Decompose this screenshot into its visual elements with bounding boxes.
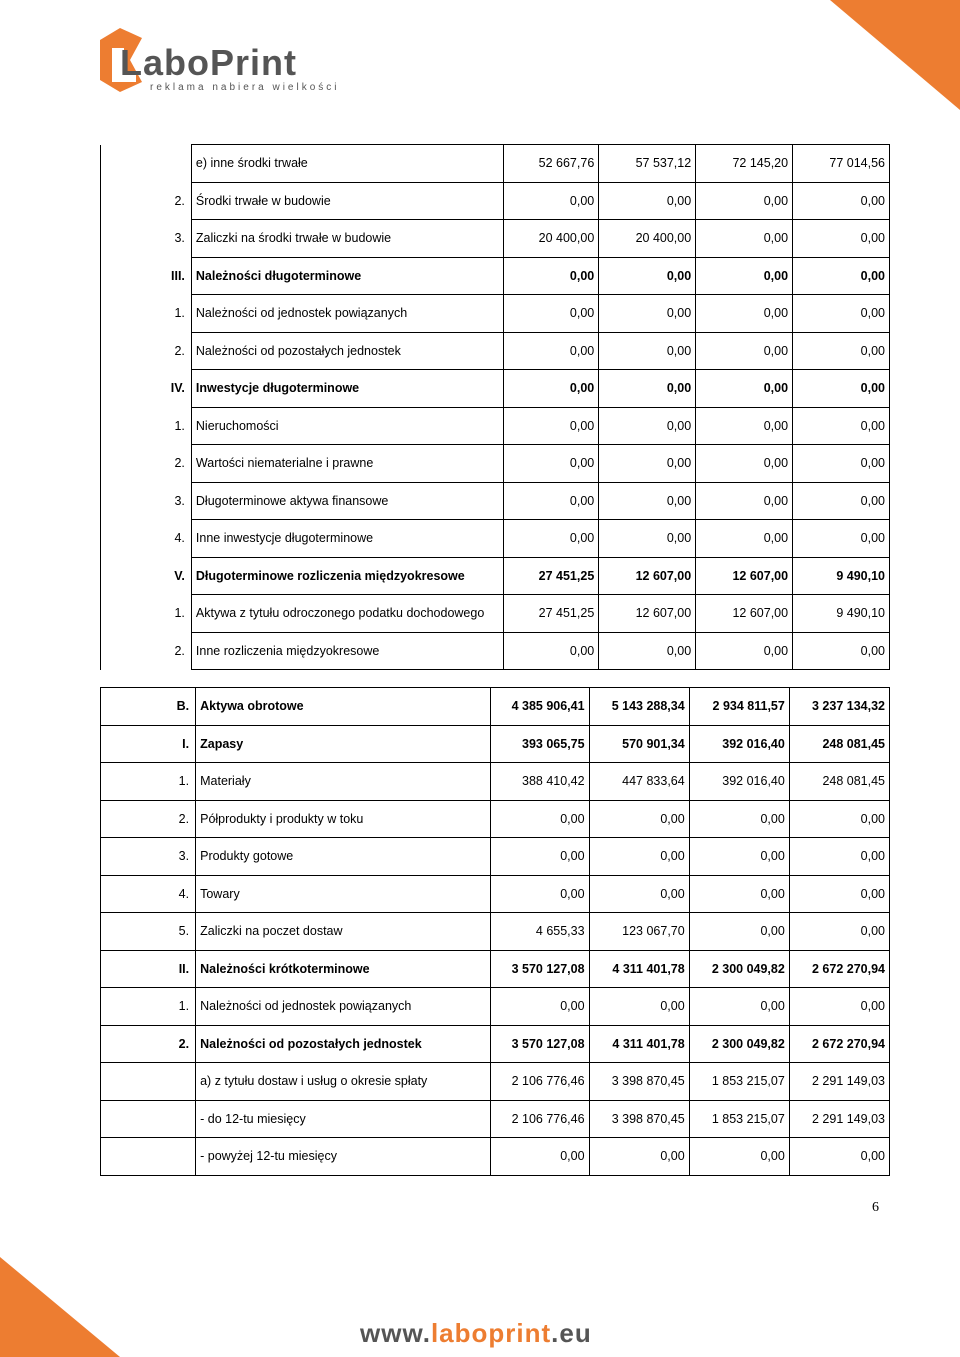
- table-row: [101, 1063, 890, 1101]
- row-description: Inne inwestycje długoterminowe: [191, 520, 503, 558]
- value-col-2: 20 400,00: [599, 220, 696, 258]
- table-row: [101, 1138, 890, 1176]
- row-description: Należności od pozostałych jednostek: [196, 1025, 491, 1063]
- value-col-1: 0,00: [504, 482, 599, 520]
- value-col-4: 2 291 149,03: [789, 1100, 889, 1138]
- value-col-1: 20 400,00: [504, 220, 599, 258]
- row-description: Należności krótkoterminowe: [196, 950, 491, 988]
- value-col-3: 0,00: [689, 800, 789, 838]
- value-col-3: 2 300 049,82: [689, 1025, 789, 1063]
- value-col-2: 0,00: [589, 875, 689, 913]
- table-row: [101, 407, 890, 445]
- value-col-1: 0,00: [504, 520, 599, 558]
- row-label: 4.: [101, 875, 196, 913]
- value-col-4: 0,00: [793, 257, 890, 295]
- page-number: 6: [872, 1200, 879, 1215]
- value-col-1: 0,00: [504, 182, 599, 220]
- row-label: 2.: [101, 182, 192, 220]
- table-row: [101, 220, 890, 258]
- value-col-3: 1 853 215,07: [689, 1063, 789, 1101]
- value-col-1: 52 667,76: [504, 145, 599, 183]
- value-col-2: 4 311 401,78: [589, 950, 689, 988]
- table-row: [101, 950, 890, 988]
- table-row: [101, 688, 890, 726]
- table-row: [101, 332, 890, 370]
- value-col-3: 0,00: [696, 182, 793, 220]
- value-col-1: 388 410,42: [491, 763, 589, 801]
- row-label: 3.: [101, 838, 196, 876]
- table-row: [101, 520, 890, 558]
- value-col-3: 0,00: [696, 332, 793, 370]
- value-col-4: 9 490,10: [793, 557, 890, 595]
- row-label: 2.: [101, 332, 192, 370]
- row-description: - powyżej 12-tu miesięcy: [196, 1138, 491, 1176]
- value-col-4: 2 291 149,03: [789, 1063, 889, 1101]
- value-col-4: 0,00: [793, 295, 890, 333]
- value-col-1: 27 451,25: [504, 557, 599, 595]
- value-col-1: 0,00: [491, 800, 589, 838]
- value-col-2: 0,00: [599, 482, 696, 520]
- row-label: [101, 1100, 196, 1138]
- row-description: Środki trwałe w budowie: [191, 182, 503, 220]
- value-col-3: 72 145,20: [696, 145, 793, 183]
- row-label: II.: [101, 950, 196, 988]
- row-label: 1.: [101, 763, 196, 801]
- row-description: Długoterminowe rozliczenia międzyokresowe: [191, 557, 503, 595]
- value-col-4: 0,00: [793, 520, 890, 558]
- value-col-3: 0,00: [696, 632, 793, 670]
- value-col-4: 0,00: [789, 838, 889, 876]
- value-col-2: 3 398 870,45: [589, 1100, 689, 1138]
- value-col-3: 0,00: [696, 520, 793, 558]
- value-col-2: 570 901,34: [589, 725, 689, 763]
- table-row: [101, 988, 890, 1026]
- table-row: [101, 257, 890, 295]
- value-col-4: 248 081,45: [789, 763, 889, 801]
- value-col-3: 0,00: [689, 1138, 789, 1176]
- table-row: [101, 595, 890, 633]
- table-row: [101, 295, 890, 333]
- row-description: Inne rozliczenia międzyokresowe: [191, 632, 503, 670]
- table-row: [101, 557, 890, 595]
- value-col-1: 27 451,25: [504, 595, 599, 633]
- table-row: [101, 1025, 890, 1063]
- row-label: 3.: [101, 220, 192, 258]
- value-col-4: 0,00: [789, 988, 889, 1026]
- value-col-3: 0,00: [696, 370, 793, 408]
- value-col-3: 2 300 049,82: [689, 950, 789, 988]
- value-col-3: 0,00: [696, 407, 793, 445]
- value-col-1: 0,00: [491, 875, 589, 913]
- value-col-1: 0,00: [504, 632, 599, 670]
- value-col-3: 0,00: [689, 838, 789, 876]
- value-col-2: 123 067,70: [589, 913, 689, 951]
- value-col-4: 0,00: [793, 370, 890, 408]
- table-row: [101, 763, 890, 801]
- row-description: a) z tytułu dostaw i usług o okresie spłaty: [196, 1063, 491, 1101]
- value-col-1: 0,00: [504, 445, 599, 483]
- value-col-3: 0,00: [696, 220, 793, 258]
- value-col-3: 392 016,40: [689, 725, 789, 763]
- value-col-4: 9 490,10: [793, 595, 890, 633]
- row-description: Nieruchomości: [191, 407, 503, 445]
- value-col-2: 0,00: [589, 1138, 689, 1176]
- value-col-3: 392 016,40: [689, 763, 789, 801]
- value-col-1: 0,00: [491, 988, 589, 1026]
- row-description: Zaliczki na poczet dostaw: [196, 913, 491, 951]
- row-label: I.: [101, 725, 196, 763]
- value-col-4: 0,00: [793, 220, 890, 258]
- row-description: Zapasy: [196, 725, 491, 763]
- row-description: Długoterminowe aktywa finansowe: [191, 482, 503, 520]
- fixed-assets-table: [100, 144, 890, 670]
- row-label: 1.: [101, 595, 192, 633]
- value-col-2: 12 607,00: [599, 557, 696, 595]
- logo-tagline: reklama nabiera wielkości: [150, 82, 340, 93]
- row-description: Należności od jednostek powiązanych: [196, 988, 491, 1026]
- table-row: [101, 875, 890, 913]
- value-col-4: 3 237 134,32: [789, 688, 889, 726]
- value-col-1: 0,00: [491, 1138, 589, 1176]
- value-col-2: 4 311 401,78: [589, 1025, 689, 1063]
- value-col-2: 5 143 288,34: [589, 688, 689, 726]
- row-label: V.: [101, 557, 192, 595]
- value-col-1: 4 655,33: [491, 913, 589, 951]
- value-col-3: 0,00: [696, 445, 793, 483]
- row-label: [101, 145, 192, 183]
- logo-text: LaboPrint: [120, 42, 297, 83]
- value-col-1: 0,00: [504, 370, 599, 408]
- value-col-2: 0,00: [589, 838, 689, 876]
- value-col-2: 0,00: [599, 182, 696, 220]
- current-assets-table: [100, 687, 890, 1176]
- site-prefix: www.: [360, 1318, 431, 1348]
- row-description: e) inne środki trwałe: [191, 145, 503, 183]
- value-col-3: 0,00: [689, 875, 789, 913]
- table-row: [101, 370, 890, 408]
- row-description: - do 12-tu miesięcy: [196, 1100, 491, 1138]
- value-col-3: 0,00: [689, 988, 789, 1026]
- row-label: III.: [101, 257, 192, 295]
- value-col-1: 3 570 127,08: [491, 950, 589, 988]
- value-col-3: 2 934 811,57: [689, 688, 789, 726]
- table-row: [101, 800, 890, 838]
- row-description: Półprodukty i produkty w toku: [196, 800, 491, 838]
- value-col-2: 0,00: [589, 988, 689, 1026]
- value-col-3: 0,00: [696, 257, 793, 295]
- row-description: Należności długoterminowe: [191, 257, 503, 295]
- row-label: [101, 1063, 196, 1101]
- row-label: 2.: [101, 445, 192, 483]
- row-label: 2.: [101, 632, 192, 670]
- value-col-2: 0,00: [599, 407, 696, 445]
- row-description: Należności od pozostałych jednostek: [191, 332, 503, 370]
- value-col-1: 3 570 127,08: [491, 1025, 589, 1063]
- row-label: 3.: [101, 482, 192, 520]
- value-col-4: 0,00: [793, 332, 890, 370]
- row-description: Produkty gotowe: [196, 838, 491, 876]
- row-description: Towary: [196, 875, 491, 913]
- value-col-2: 0,00: [599, 370, 696, 408]
- value-col-1: 2 106 776,46: [491, 1063, 589, 1101]
- value-col-4: 0,00: [789, 1138, 889, 1176]
- value-col-2: 57 537,12: [599, 145, 696, 183]
- row-description: Materiały: [196, 763, 491, 801]
- value-col-2: 12 607,00: [599, 595, 696, 633]
- value-col-4: 2 672 270,94: [789, 950, 889, 988]
- value-col-4: 0,00: [789, 913, 889, 951]
- value-col-4: 0,00: [793, 632, 890, 670]
- value-col-2: 0,00: [599, 445, 696, 483]
- row-label: 2.: [101, 1025, 196, 1063]
- table-row: [101, 445, 890, 483]
- value-col-3: 0,00: [696, 295, 793, 333]
- value-col-2: 0,00: [599, 257, 696, 295]
- value-col-1: 4 385 906,41: [491, 688, 589, 726]
- value-col-2: 0,00: [599, 632, 696, 670]
- value-col-2: 0,00: [599, 520, 696, 558]
- value-col-4: 0,00: [793, 182, 890, 220]
- value-col-2: 447 833,64: [589, 763, 689, 801]
- value-col-1: 0,00: [504, 257, 599, 295]
- website-url: [360, 1318, 592, 1349]
- table-row: [101, 725, 890, 763]
- value-col-1: 393 065,75: [491, 725, 589, 763]
- value-col-4: 2 672 270,94: [789, 1025, 889, 1063]
- value-col-2: 0,00: [599, 295, 696, 333]
- table-row: [101, 838, 890, 876]
- row-label: IV.: [101, 370, 192, 408]
- site-suffix: .eu: [551, 1318, 592, 1348]
- row-label: 5.: [101, 913, 196, 951]
- value-col-4: 77 014,56: [793, 145, 890, 183]
- value-col-2: 0,00: [599, 332, 696, 370]
- table-row: [101, 1100, 890, 1138]
- value-col-3: 1 853 215,07: [689, 1100, 789, 1138]
- row-label: 1.: [101, 988, 196, 1026]
- site-brand: laboprint: [430, 1318, 552, 1348]
- value-col-2: 3 398 870,45: [589, 1063, 689, 1101]
- table-row: [101, 913, 890, 951]
- value-col-3: 0,00: [689, 913, 789, 951]
- row-description: Aktywa z tytułu odroczonego podatku dochodowego: [191, 595, 503, 633]
- row-label: 1.: [101, 295, 192, 333]
- value-col-1: 0,00: [504, 295, 599, 333]
- row-description: Należności od jednostek powiązanych: [191, 295, 503, 333]
- value-col-4: 0,00: [793, 482, 890, 520]
- value-col-1: 0,00: [491, 838, 589, 876]
- value-col-3: 0,00: [696, 482, 793, 520]
- corner-decoration-bottom: [0, 1257, 120, 1357]
- value-col-4: 0,00: [793, 407, 890, 445]
- value-col-2: 0,00: [589, 800, 689, 838]
- value-col-1: 0,00: [504, 407, 599, 445]
- table-row: [101, 182, 890, 220]
- value-col-4: 0,00: [793, 445, 890, 483]
- value-col-3: 12 607,00: [696, 557, 793, 595]
- value-col-4: 0,00: [789, 875, 889, 913]
- corner-decoration-top: [830, 0, 960, 110]
- value-col-4: 0,00: [789, 800, 889, 838]
- value-col-1: 2 106 776,46: [491, 1100, 589, 1138]
- row-description: Aktywa obrotowe: [196, 688, 491, 726]
- row-label: 4.: [101, 520, 192, 558]
- table-row: [101, 482, 890, 520]
- row-label: 1.: [101, 407, 192, 445]
- row-label: B.: [101, 688, 196, 726]
- table-row: [101, 632, 890, 670]
- value-col-1: 0,00: [504, 332, 599, 370]
- value-col-3: 12 607,00: [696, 595, 793, 633]
- row-label: 2.: [101, 800, 196, 838]
- value-col-4: 248 081,45: [789, 725, 889, 763]
- row-description: Zaliczki na środki trwałe w budowie: [191, 220, 503, 258]
- row-label: [101, 1138, 196, 1176]
- table-row: [101, 145, 890, 183]
- row-description: Inwestycje długoterminowe: [191, 370, 503, 408]
- row-description: Wartości niematerialne i prawne: [191, 445, 503, 483]
